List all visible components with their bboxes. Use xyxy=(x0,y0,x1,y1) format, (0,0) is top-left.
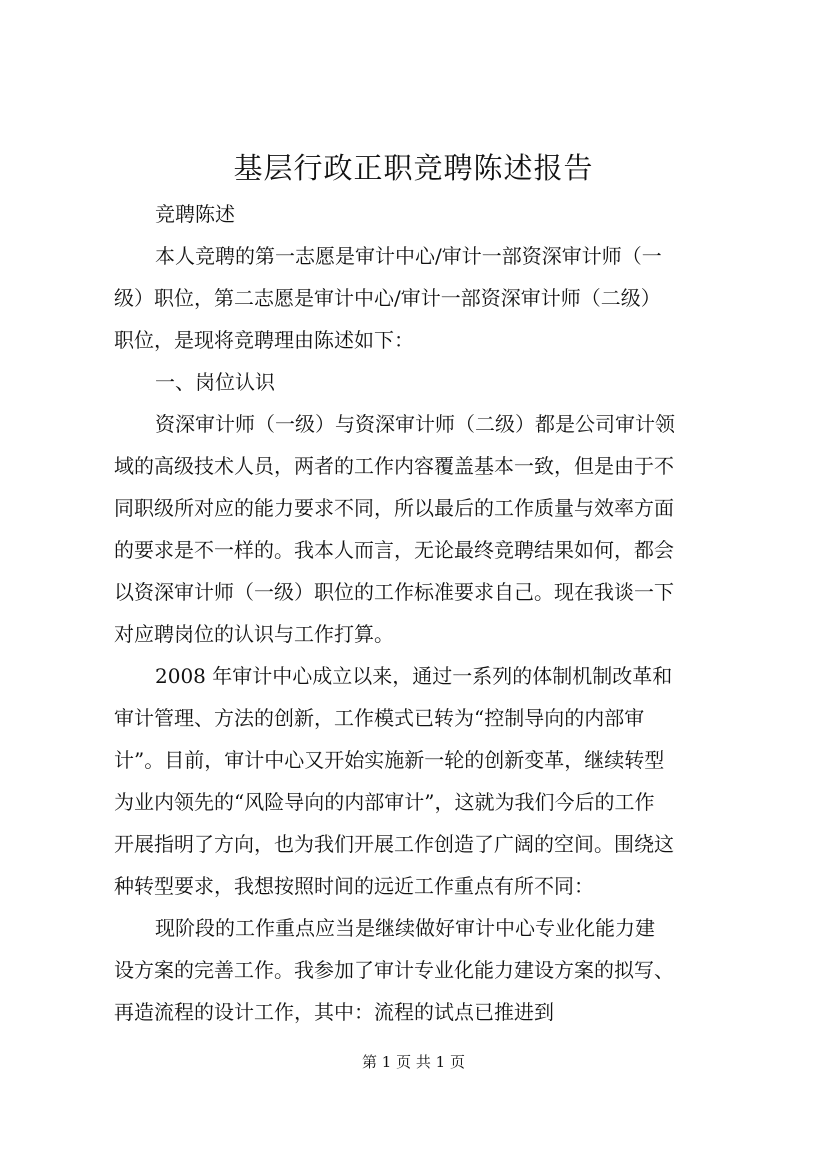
body-text-line: 级）职位，第二志愿是审计中心/审计一部资深审计师（二级） xyxy=(114,286,661,310)
page-number-footer: 第 1 页 共 1 页 xyxy=(362,1053,465,1071)
body-text-line: 2008 年审计中心成立以来，通过一系列的体制机制改革和 xyxy=(155,664,673,688)
body-text-line: 域的高级技术人员，两者的工作内容覆盖基本一致，但是由于不 xyxy=(114,454,674,478)
body-text-line: 的要求是不一样的。我本人而言，无论最终竞聘结果如何，都会 xyxy=(114,538,674,562)
body-text-line: 现阶段的工作重点应当是继续做好审计中心专业化能力建 xyxy=(155,916,655,940)
body-text-line: 种转型要求，我想按照时间的远近工作重点有所不同： xyxy=(114,874,594,898)
section-heading-position: 一、岗位认识 xyxy=(155,370,275,394)
section-heading-speech: 竞聘陈述 xyxy=(155,202,235,226)
body-text-line: 设方案的完善工作。我参加了审计专业化能力建设方案的拟写、 xyxy=(114,958,674,982)
document-title: 基层行政正职竞聘陈述报告 xyxy=(233,151,594,185)
body-text-line: 审计管理、方法的创新，工作模式已转为“控制导向的内部审 xyxy=(114,706,645,730)
body-text-line: 计”。目前，审计中心又开始实施新一轮的创新变革，继续转型 xyxy=(114,748,665,772)
body-text-line: 对应聘岗位的认识与工作打算。 xyxy=(114,622,394,646)
body-text-line: 为业内领先的“风险导向的内部审计”，这就为我们今后的工作 xyxy=(114,790,655,814)
body-text-line: 同职级所对应的能力要求不同，所以最后的工作质量与效率方面 xyxy=(114,496,674,520)
body-text-line: 以资深审计师（一级）职位的工作标准要求自己。现在我谈一下 xyxy=(114,580,674,604)
body-text-line: 本人竞聘的第一志愿是审计中心/审计一部资深审计师（一 xyxy=(155,244,662,268)
body-text-line: 开展指明了方向，也为我们开展工作创造了广阔的空间。围绕这 xyxy=(114,832,674,856)
body-text-line: 资深审计师（一级）与资深审计师（二级）都是公司审计领 xyxy=(155,412,675,436)
body-text-line: 职位，是现将竞聘理由陈述如下： xyxy=(114,328,414,352)
body-text-line: 再造流程的设计工作，其中：流程的试点已推进到 xyxy=(114,1000,554,1024)
